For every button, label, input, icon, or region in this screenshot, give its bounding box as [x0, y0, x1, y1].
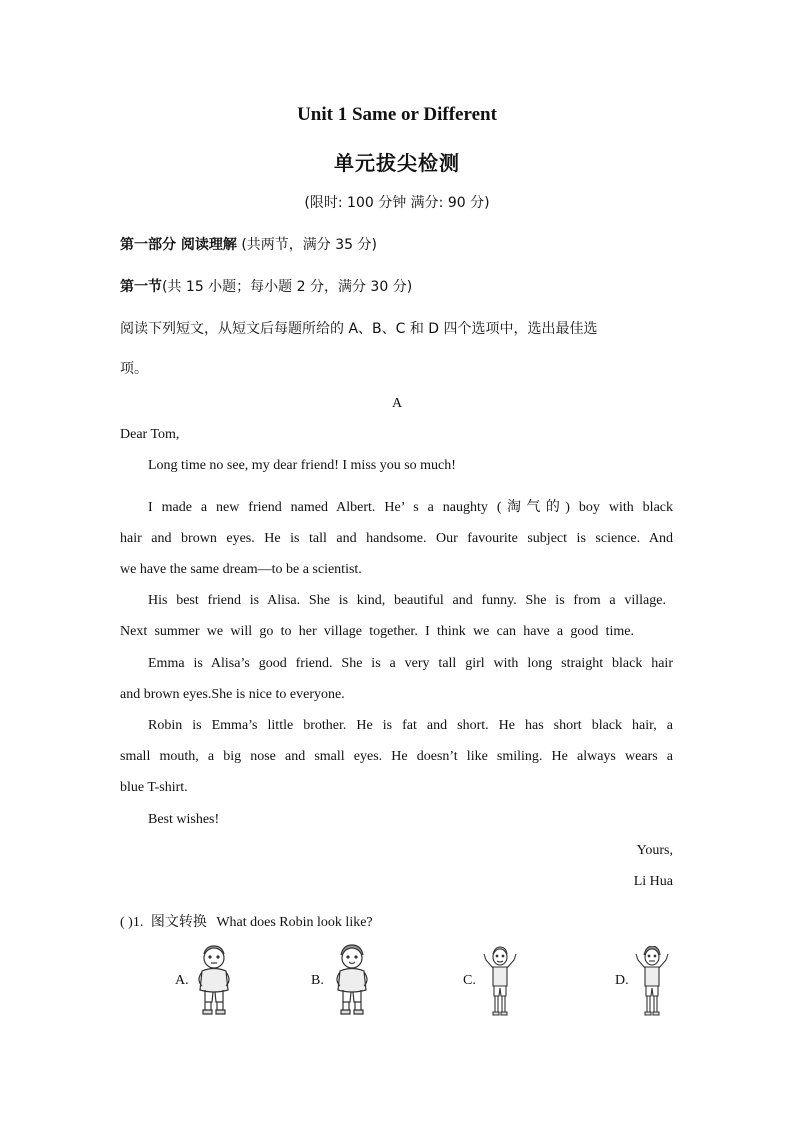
time-score-limits: (限时: 100 分钟 满分: 90 分)	[304, 195, 490, 211]
paragraph-1: Long time no see, my dear friend! I miss you so much!	[148, 458, 456, 473]
page-title: Unit 1 Same or Different	[297, 104, 497, 125]
option-c-picture	[480, 946, 520, 1018]
instruction-line-1: 阅读下列短文，从短文后每题所给的 A、B、C 和 D 四个选项中，选出最佳选	[120, 321, 598, 337]
option-c-label: C.	[463, 973, 476, 988]
answer-blank: ( )1.	[120, 915, 144, 930]
paragraph-4-line-2: and brown eyes.She is nice to everyone.	[120, 687, 345, 702]
part1-score: (共两节，满分 35 分)	[236, 237, 377, 253]
passage-label: A	[391, 396, 403, 411]
question-text: What does Robin look like?	[216, 915, 373, 930]
page-subtitle: 单元拔尖检测	[334, 151, 460, 175]
section1-heading	[120, 276, 412, 296]
paragraph-5-line-1: Robin is Emma’s little brother. He is fat and short. He has short black hair, a	[148, 718, 673, 733]
letter-yours: Yours,	[636, 843, 673, 858]
paragraph-4-line-1: Emma is Alisa’s good friend. She is a very tall girl with long straight black hair	[148, 656, 673, 671]
paragraph-2-line-1: I made a new friend named Albert. He’ s a naughty (淘气的) boy with black	[148, 500, 673, 515]
paragraph-2-line-3: we have the same dream—to be a scientist.	[120, 562, 362, 577]
letter-signature: Li Hua	[633, 874, 673, 889]
paragraph-2-line-2: hair and brown eyes. He is tall and handsome. Our favourite subject is science. And	[120, 531, 673, 546]
paragraph-3-line-2: Next summer we will go to her village together. I think we can have a good time.	[120, 624, 634, 639]
option-d-label: D.	[615, 973, 629, 988]
instruction-line-2: 项。	[120, 361, 148, 377]
part1-heading	[120, 234, 377, 254]
option-a-picture	[192, 944, 236, 1016]
paragraph-3-line-1: His best friend is Alisa. She is kind, beautiful and funny. She is from a village.	[148, 593, 666, 608]
paragraph-5-line-3: blue T-shirt.	[120, 780, 188, 795]
option-b-picture	[330, 944, 374, 1016]
part1-title: 第一部分 阅读理解	[120, 237, 237, 253]
option-b-label: B.	[311, 973, 324, 988]
option-d-picture	[632, 946, 672, 1018]
letter-greeting: Dear Tom,	[120, 427, 180, 442]
question-tag: 图文转换	[150, 914, 207, 930]
section1-score: (共 15 小题；每小题 2 分，满分 30 分)	[162, 279, 413, 295]
question-1	[120, 911, 373, 931]
letter-closing: Best wishes!	[148, 812, 220, 827]
section1-title: 第一节	[120, 279, 162, 295]
option-a-label: A.	[175, 973, 189, 988]
paragraph-5-line-2: small mouth, a big nose and small eyes. He doesn’t like smiling. He always wears a	[120, 749, 673, 764]
